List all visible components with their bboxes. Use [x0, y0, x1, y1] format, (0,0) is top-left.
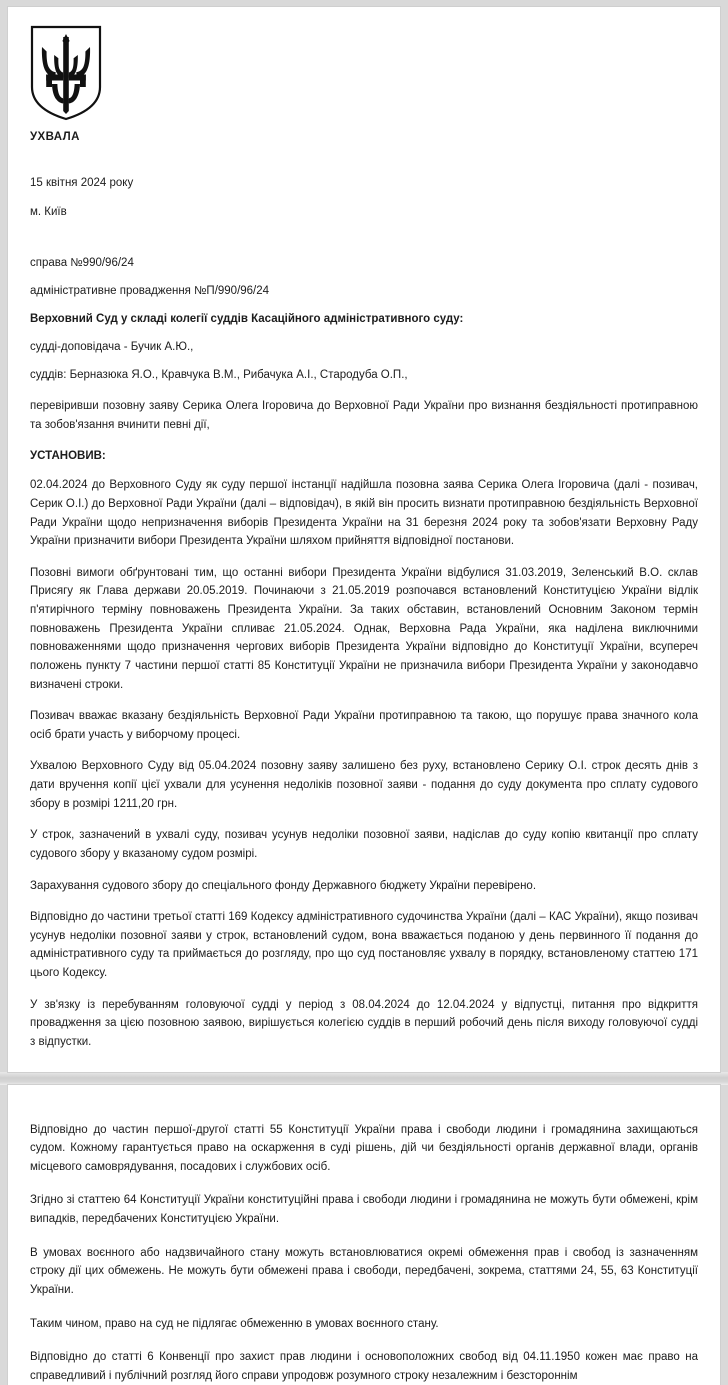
document-page-2 — [8, 1085, 720, 1385]
case-number: справа №990/96/24 — [30, 257, 704, 269]
decision-date: 15 квітня 2024 року — [30, 177, 704, 189]
court-composition-heading: Верховний Суд у складі колегії суддів Касаційного адміністративного суду: — [30, 313, 704, 325]
body-paragraph: Позивач вважає вказану бездіяльність Верховної Ради України протиправною та такою, що порушує права значного кола осіб брати участь у виборчому процесі. — [30, 707, 698, 744]
body-paragraph: Ухвалою Верховного Суду від 05.04.2024 позовну заяву залишено без руху, встановлено Серику О.І. строк десять днів з дати вручення копії цієї ухвали для усунення недоліків позовної заяви - подання до суду документа про сплату судового збору в розмірі 1211,20 грн. — [30, 757, 698, 813]
body-paragraph: Відповідно до частин першої-другої статті 55 Конституції України права і свободи людини і громадянина захищаються судом. Кожному гарантується право на оскарження в суді рішень, дій чи бездіяльності органів державної влади, органів місцевого самоврядування, посадових і службових осіб. — [30, 1121, 698, 1177]
established-heading: УСТАНОВИВ: — [30, 450, 704, 462]
page-title: УХВАЛА — [30, 131, 704, 143]
body-paragraph: Відповідно до частини третьої статті 169 Кодексу адміністративного судочинства України (далі – КАС України), якщо позивач усунув недоліки позовної заяви у строк, встановлений судом, вона вважається поданою у день первинного її подання до адміністративного суду та приймається до розгляду, про що суд постановляє ухвалу в порядку, встановленому статтею 171 цього Кодексу. — [30, 908, 698, 983]
page-separator — [0, 1072, 728, 1085]
review-intro-paragraph: перевіривши позовну заяву Серика Олега Ігоровича до Верховної Ради України про визнання бездіяльності протиправною та зобов'язання вчинити певні дії, — [30, 397, 698, 434]
reporting-judge: судді-доповідача - Бучик А.Ю., — [30, 341, 704, 353]
body-paragraph: 02.04.2024 до Верховного Суду як суду першої інстанції надійшла позовна заява Серика Олега Ігоровича (далі - позивач, Серик О.І.) до Верховної Ради України (далі – відповідач), в якій він просить визнати протиправною бездіяльність Верховної Ради України щодо непризначення виборів Президента України на 31 березня 2024 року та зобов'язати Верховну Раду України призначити вибори Президента України шляхом прийняття відповідної постанови. — [30, 476, 698, 551]
body-paragraph: Відповідно до статті 6 Конвенції про захист прав людини і основоположних свобод від 04.11.1950 кожен має право на справедливий і публічний розгляд його справи упродовж розумного строку незалежним і безстороннім — [30, 1348, 698, 1385]
body-paragraph: Зарахування судового збору до спеціального фонду Державного бюджету України перевірено. — [30, 877, 698, 896]
body-paragraph: Позовні вимоги обґрунтовані тим, що останні вибори Президента України відбулися 31.03.2019, Зеленський В.О. склав Присягу як Глава держави 20.05.2019. Починаючи з 21.05.2019 розпочався встановлений Конституцією України відлік п'ятирічного терміну повноважень Президента України. За таких обставин, встановлений Основним Законом термін повноважень Президента України спливає 21.05.2024. Однак, Верховна Рада України, яка наділена виключними повноваженнями щодо призначення чергових виборів Президента України відповідно до Конституції України, всупереч положень пункту 7 частини першої статті 85 Конституції України не призначила вибори Президента України у законодавчо визначені строки. — [30, 564, 698, 694]
body-paragraph: В умовах воєнного або надзвичайного стану можуть встановлюватися окремі обмеження прав і свобод із зазначенням строку дії цих обмежень. Не можуть бути обмежені права і свободи, передбачені, зокрема, статтями 24, 55, 63 Конституції України. — [30, 1244, 698, 1300]
body-paragraph: Таким чином, право на суд не підлягає обмеженню в умовах воєнного стану. — [30, 1315, 698, 1334]
body-paragraph: Згідно зі статтею 64 Конституції України конституційні права і свободи людини і громадянина не можуть бути обмежені, крім випадків, передбачених Конституцією України. — [30, 1191, 698, 1228]
meta-spacer — [24, 235, 704, 257]
decision-city: м. Київ — [30, 206, 704, 218]
document-page-1 — [8, 7, 720, 1072]
proceeding-number: адміністративне провадження №П/990/96/24 — [30, 285, 704, 297]
body-paragraph: У зв'язку із перебуванням головуючої судді у період з 08.04.2024 до 12.04.2024 у відпустці, питання про відкриття провадження за цією позовною заявою, вирішується колегією суддів в перший робочий день після виходу головуючої судді з відпустки. — [30, 996, 698, 1052]
judges-panel: суддів: Берназюка Я.О., Кравчука В.М., Рибачука А.І., Стародуба О.П., — [30, 369, 704, 381]
ukraine-trident-coat-of-arms-icon — [30, 25, 102, 121]
body-paragraph: У строк, зазначений в ухвалі суду, позивач усунув недоліки позовної заяви, надіслав до суду копію квитанції про сплату судового збору у вказаному судом розмірі. — [30, 826, 698, 863]
